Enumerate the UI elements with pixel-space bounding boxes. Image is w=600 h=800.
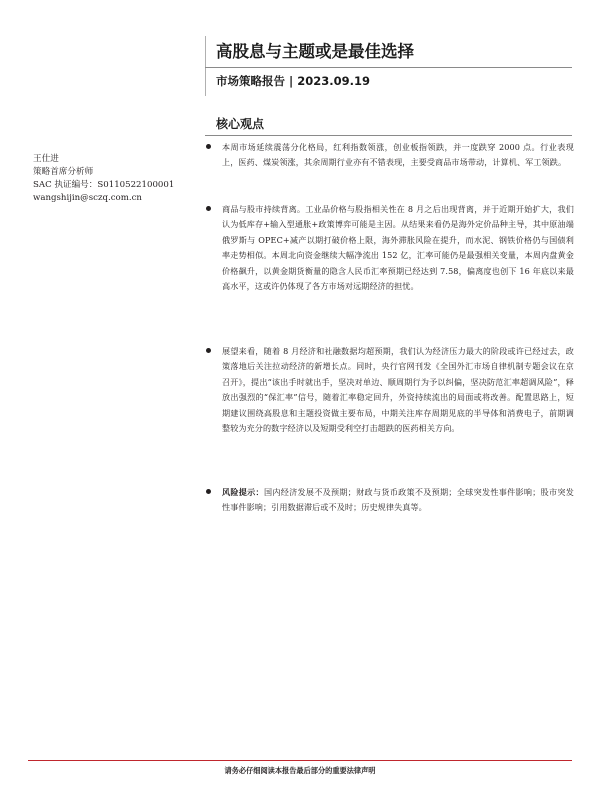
bullet-item (222, 344, 574, 436)
author-name: 王仕进 (33, 154, 59, 164)
author-email[interactable]: wangshijin@sczq.com.cn (33, 193, 142, 203)
bullet-text: 商品与股市持续背离。工业品价格与股指相关性在 8 月之后出现背离，并于近期开始扩大，我们认为低库存+输入型通胀+政策博弈可能是主因。从结果来看仍是海外定价品种主导，其中原油端俄罗斯与 OPEC+减产以期打破价格上限，海外滞胀风险在提升，而水泥、钢铁价格仍与国债利率走势相似。本周北向资金继续大幅净流出 152 亿，汇率可能仍是最强相关变量，本周内盘黄金价格飙升，以黄金期货衡量的隐含人民币汇率预期已经达到 7.58，偏离度也创下 16 年底以来最高水平，这或许仍体现了各方市场对远期经济的担忧。 (222, 204, 574, 292)
section-divider (205, 135, 572, 136)
bullet-text: 展望来看，随着 8 月经济和社融数据均超预期，我们认为经济压力最大的阶段或许已经过去，政策落地后关注拉动经济的新增长点。同时，央行官网刊发《全国外汇市场自律机制专题会议在京召开》，提出“该出手时就出手，坚决对单边、顺周期行为予以纠偏，坚决防范汇率超调风险”，释放出强烈的“保汇率”信号，随着汇率稳定回升，外资持续流出的局面或将改善。配置思路上，短期建议围绕高股息和主题投资做主要布局，中期关注库存周期见底的半导体和消费电子，前期调整较为充分的数字经济以及短期受利空打击超跌的医药相关方向。 (222, 346, 574, 434)
bullet-dot-icon (206, 489, 211, 494)
bullet-item (222, 202, 574, 294)
bullet-text: 风险提示：国内经济发展不及预期；财政与货币政策不及预期；全球突发性事件影响；股市突发性事件影响；引用数据滞后或不及时；历史规律失真等。 (222, 487, 574, 513)
footer-disclaimer: 请务必仔细阅读本报告最后部分的重要法律声明 (224, 766, 376, 775)
section-heading: 核心观点 (216, 117, 265, 131)
author-role: 策略首席分析师 (33, 167, 94, 177)
report-title: 高股息与主题或是最佳选择 (216, 42, 414, 61)
bullet-dot-icon (206, 348, 211, 353)
footer-rule (28, 760, 572, 761)
risk-label: 风险提示： (222, 487, 264, 497)
title-divider (205, 67, 572, 68)
bullet-text: 本周市场延续震荡分化格局，红利指数领涨，创业板指领跌，并一度跌穿 2000 点。行业表现上，医药、煤炭领涨，其余周期行业亦有不错表现，主要受商品市场带动，计算机、军工领跌。 (222, 142, 574, 168)
bullet-item (222, 140, 574, 171)
bullet-item-risk (222, 485, 574, 516)
bullet-dot-icon (206, 206, 211, 211)
bullet-dot-icon (206, 144, 211, 149)
author-block (33, 153, 201, 205)
report-subtitle: 市场策略报告 | 2023.09.19 (216, 74, 370, 88)
header-vertical-rule (205, 36, 206, 96)
author-sac-number: SAC 执证编号：S0110522100001 (33, 180, 175, 190)
